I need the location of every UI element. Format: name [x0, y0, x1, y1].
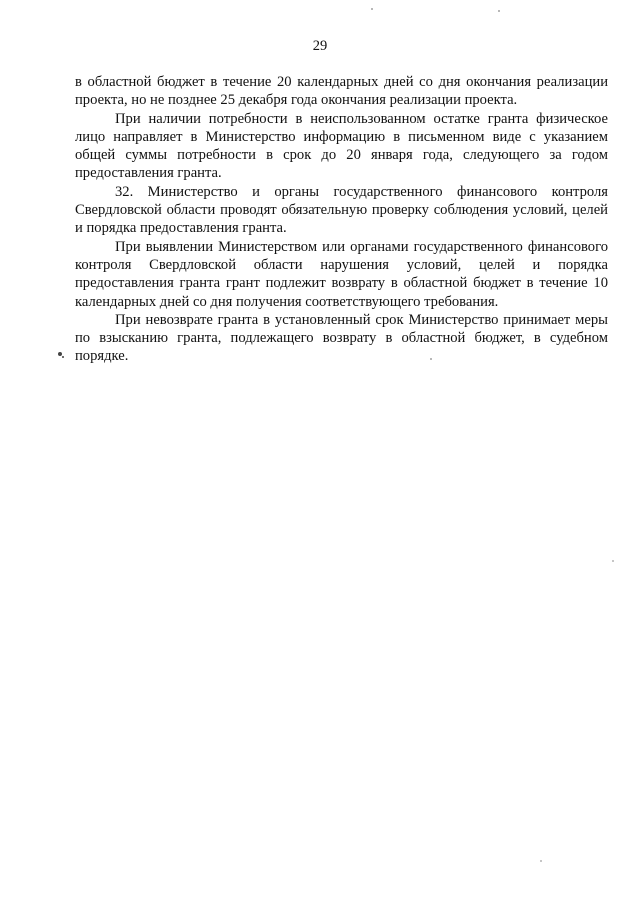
scan-mark [612, 560, 614, 562]
scan-mark [430, 358, 432, 360]
paragraph-violation-return: При выявлении Министерством или органами государственного финансового контроля Свердловской области нарушения условий, целей и порядка предоставления гранта грант подлежит возврату в областной бюджет в течение 10 календарных дней со дня получения соответствующего требования. [75, 238, 608, 310]
document-body [75, 73, 608, 366]
scan-mark [498, 10, 500, 12]
scan-mark [371, 8, 373, 10]
paragraph-continuation: в областной бюджет в течение 20 календарных дней со дня окончания реализации проекта, но не позднее 25 декабря года окончания реализации проекта. [75, 74, 608, 109]
scan-mark [540, 860, 542, 862]
paragraph-remaining-need: При наличии потребности в неиспользованном остатке гранта физическое лицо направляет в Министерство информацию в письменном виде с указанием общей суммы потребности в срок до 20 января года, следующего за годом предоставления гранта. [75, 110, 608, 182]
page-number: 29 [312, 38, 328, 54]
paragraph-item-32: 32. Министерство и органы государственного финансового контроля Свердловской области проводят обязательную проверку соблюдения условий, целей и порядка предоставления гранта. [75, 183, 608, 237]
scan-mark [62, 356, 64, 358]
paragraph-non-return: При невозврате гранта в установленный срок Министерство принимает меры по взысканию гранта, подлежащего возврату в областной бюджет, в судебном порядке. [75, 311, 608, 365]
